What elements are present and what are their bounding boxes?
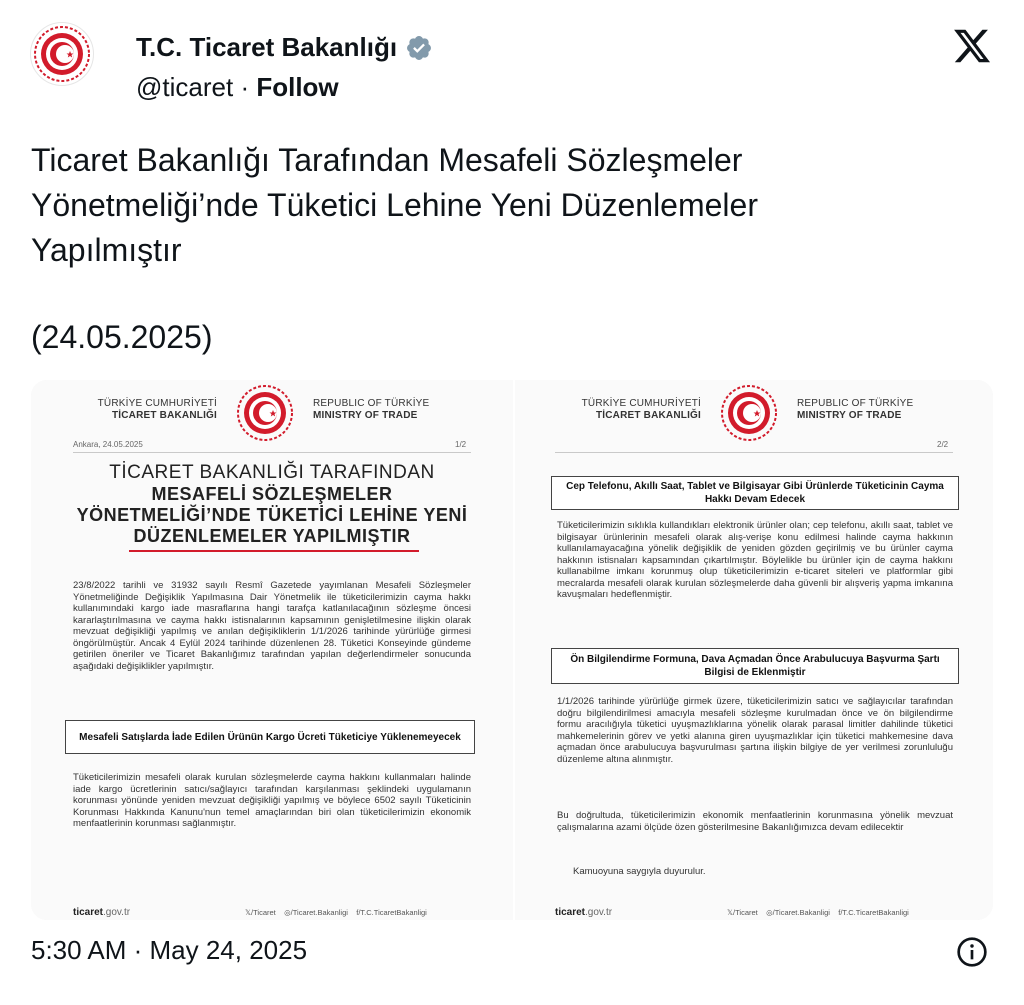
tweet-timestamp[interactable]: 5:30 AM · May 24, 2025 [31,935,308,965]
letterhead-right-line-2: MINISTRY OF TRADE [797,410,902,421]
title-line-4: DÜZENLEMELER YAPILMIŞTIR [133,526,411,546]
paragraph: 1/1/2026 tarihinde yürürlüğe girmek üzere, tüketicilerimizin satıcı ve sağlayıcılar tarafından doğru bilgilendirilmesi amacıyla mesafeli sözleşme kurulmadan önce ve ön bilgilendirme formu aracılığıyla tüketici uyuşmazlıklarına yönelik olarak parasal limitler dahilinde tüketici mahkemelerinin görev ve yetki alanına giren uyuşmazlıklar için tüketici mahkemesine dava açmadan önce arabulucuya başvurulması şartına ilişkin bilgiye de yer verilmesi zorunluluğu düzenleme altına alınmıştır. [557,696,953,765]
handle-line [136,72,339,103]
document-title [71,462,473,547]
title-underline [129,550,419,552]
author-handle[interactable]: @ticaret [136,72,234,102]
letterhead-right [313,398,443,422]
divider [555,452,953,453]
letterhead-right-line-2: MINISTRY OF TRADE [313,410,418,421]
tweet-text-line: Yapılmıştır [31,232,182,268]
follow-button[interactable]: Follow [256,72,339,102]
letterhead-left-line-1: TÜRKİYE CUMHURİYETİ [97,398,217,409]
footer-social-links [727,908,909,917]
tweet-media[interactable] [31,380,993,920]
paragraph: Tüketicilerimizin sıklıkla kullandıkları elektronik ürünler olan; cep telefonu, akıllı saat, tablet ve bilgisayar ürünlerinin mesafeli olarak alış-verişe konu edilmesi halinde cayma hakkının kullanılamayacağına yönelik değişiklik de yeniden gözden geçirilmiş ve bu ürünler cayma hakkının istisnaları kapsamından çıkartılmıştır. Böylelikle bu ürünler için de cayma hakkını kullanabilme imkanı korunmuş olup tüketicilerimizin e-ticaret siteleri ve platformlar gibi mecralarda mesafeli olarak kurulan sözleşmelerde daha güvenli bir alışveriş yapma imkanına kavuşmaları hedeflenmiştir. [557,520,953,600]
letterhead-left [575,398,701,422]
page-number: 2/2 [937,440,949,449]
section-heading-box: Ön Bilgilendirme Formuna, Dava Açmadan Önce Arabulucuya Başvurma Şartı Bilgisi de Eklenmiştir [551,648,959,684]
footer-site-bold: ticaret [555,907,586,918]
ministry-seal-icon [33,25,91,83]
footer-website [73,907,130,918]
tweet-text [31,138,991,273]
section-heading-box: Mesafeli Satışlarda İade Edilen Ürünün Kargo Ücreti Tüketiciye Yüklenemeyecek [65,720,475,754]
page-number: 1/2 [455,440,467,449]
document-page-2[interactable] [513,380,993,920]
letterhead-right [797,398,927,422]
letterhead-left-line-2: TİCARET BAKANLIĞI [111,410,217,421]
letterhead-left-line-2: TİCARET BAKANLIĞI [595,410,701,421]
tweet-date-text: (24.05.2025) [31,319,213,355]
footer-site-bold: ticaret [73,907,104,918]
closing-line: Kamuoyuna saygıyla duyurulur. [573,866,706,877]
verified-badge-icon [405,34,433,62]
letterhead-right-line-1: REPUBLIC OF TÜRKİYE [313,398,430,409]
paragraph: 23/8/2022 tarihli ve 31932 sayılı Resmî Gazetede yayımlanan Mesafeli Sözleşmeler Yönetmeliğinde Değişiklik Yapılmasına Dair Yönetmelik ile tüketicilerimizin cayma hakkı kullanımındaki kargo iade masraflarına hangi tarafça katlanılacağının sözleşme öncesi kararlaştırılmasına ve cayma hakkı istisnalarının kapsamının genişletilmesine ilişkin olarak mevzuat değişikliği yapılmış ve anılan değişikliklerin 1/1/2026 tarihinde yürürlüğe girmesi öngörülmüştür. Ancak 4 Eylül 2024 tarihinde düzenlenen 28. Tüketici Konseyinde gündeme getirilen öneriler ve Ticaret Bakanlığımız tarafından yapılan değerlendirmeler sonucunda aşağıdaki değişiklikler yapılmıştır. [73,580,471,672]
footer-social-links [245,908,427,917]
info-icon[interactable] [956,936,988,968]
letterhead-left-line-1: TÜRKİYE CUMHURİYETİ [581,398,701,409]
letterhead-left [91,398,217,422]
tweet-text-line: Ticaret Bakanlığı Tarafından Mesafeli Sözleşmeler [31,142,743,178]
location-date: Ankara, 24.05.2025 [73,440,143,449]
footer-site-rest: .gov.tr [585,907,613,918]
tweet-text-line: Yönetmeliği’nde Tüketici Lehine Yeni Düzenlemeler [31,187,758,223]
title-line-2: MESAFELİ SÖZLEŞMELER [151,484,393,504]
footer-facebook: f/T.C.TicaretBakanligi [356,908,427,917]
paragraph: Bu doğrultuda, tüketicilerimizin ekonomik menfaatlerinin korunmasına yönelik mevzuat çalışmalarına azami ölçüde özen gösterilmesine Bakanlığımızca devam edilecektir [557,810,953,833]
title-line-3: YÖNETMELİĞİ’NDE TÜKETİCİ LEHİNE YENİ [76,505,468,525]
title-line-1: TİCARET BAKANLIĞI TARAFINDAN [109,462,435,483]
footer-site-rest: .gov.tr [103,907,131,918]
footer-instagram: ◎/Ticaret.Bakanligi [766,908,830,917]
section-heading-box: Cep Telefonu, Akıllı Saat, Tablet ve Bilgisayar Gibi Ürünlerde Tüketicinin Cayma Hakkı Devam Edecek [551,476,959,510]
author-name-text: T.C. Ticaret Bakanlığı [136,32,398,62]
avatar[interactable] [30,22,94,86]
letterhead-right-line-1: REPUBLIC OF TÜRKİYE [797,398,914,409]
document-page-1[interactable] [31,380,513,920]
footer-x-handle: 𝕏/Ticaret [727,908,758,917]
author-name[interactable] [136,32,433,63]
footer-facebook: f/T.C.TicaretBakanligi [838,908,909,917]
footer-x-handle: 𝕏/Ticaret [245,908,276,917]
divider [73,452,471,453]
footer-website [555,907,612,918]
x-logo-icon[interactable] [952,26,992,66]
paragraph: Tüketicilerimizin mesafeli olarak kurulan sözleşmelerde cayma hakkını kullanmaları halinde iade kargo ücretlerinin satıcı/sağlayıcı tarafından karşılanması şeklindeki uygulamanın korunması yönünde yeniden mevzuat değişikliği yapılmış ve böylece 6502 sayılı Tüketicinin Korunması Hakkında Kanunu'nun temel amaçlarından biri olan tüketicilerimizin ekonomik menfaatlerinin korunması sağlanmıştır. [73,772,471,829]
ministry-seal-icon [236,384,294,442]
separator-dot: · [240,72,250,102]
ministry-seal-icon [720,384,778,442]
footer-instagram: ◎/Ticaret.Bakanligi [284,908,348,917]
